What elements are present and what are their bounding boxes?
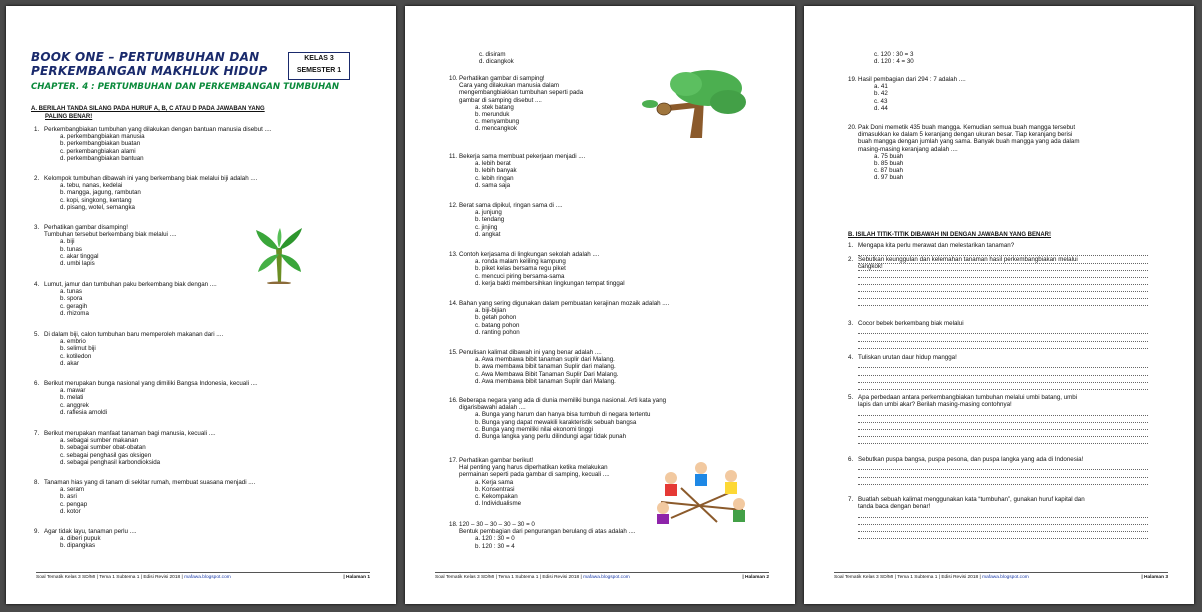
page-3 (804, 6, 1194, 604)
question-item (449, 202, 749, 238)
book-title: BOOK ONE – PERTUMBUHAN DAN PERKEMBANGAN MAKHLUK HIDUP (31, 50, 268, 78)
answer-option[interactable]: a. perkembangbiakan manusia (60, 133, 145, 141)
answer-option[interactable]: d. 120 : 4 = 30 (874, 58, 914, 66)
answer-line[interactable] (858, 518, 1148, 525)
answer-option[interactable]: a. 41 (874, 83, 888, 91)
question-text: Perhatikan gambar disamping! (44, 224, 128, 231)
answer-line[interactable] (858, 292, 1148, 299)
answer-line[interactable] (858, 423, 1148, 430)
question-number: 7. (34, 430, 40, 437)
answer-option[interactable]: b. awa membawa bibit tanaman Suplir dari malang. (475, 363, 616, 371)
answer-option[interactable]: d. sama saja (475, 181, 511, 189)
question-number: 6. (34, 380, 40, 387)
answer-option[interactable]: a. 120 : 30 = 0 (475, 535, 515, 543)
answer-option[interactable]: d. 97 buah (874, 174, 904, 182)
question-number: 11. (449, 153, 458, 160)
answer-option[interactable]: a. tebu, nanas, kedelai (60, 182, 123, 190)
answer-option[interactable]: a. seram (60, 486, 85, 494)
answer-option[interactable]: d. umbi lapis (60, 260, 95, 268)
question-text: dimasukkan ke dalam 5 keranjang dengan ukuran besar. Tiap keranjang berisi (858, 131, 1073, 139)
answer-option[interactable]: a. 75 buah (874, 152, 904, 160)
answer-option[interactable]: c. 120 : 30 = 3 (874, 51, 914, 58)
answer-option[interactable]: b. merunduk (475, 111, 510, 119)
blog-link[interactable]: mafawa.blogspot.com (982, 575, 1029, 580)
answer-option[interactable]: c. 43 (874, 97, 888, 105)
answer-line[interactable] (858, 532, 1148, 539)
blog-link[interactable]: mafawa.blogspot.com (583, 575, 630, 580)
question-number: 4. (848, 354, 854, 361)
answer-option[interactable]: d. angkat (475, 230, 501, 238)
question-text: Lumut, jamur dan tumbuhan paku berkembang biak dengan .... (44, 281, 217, 288)
question-number: 13. (449, 251, 458, 258)
question-text: Berat sama dipikul, ringan sama di .... (459, 202, 563, 209)
question-number: 1. (34, 126, 40, 133)
answer-option[interactable]: c. akar tinggal (60, 252, 99, 260)
page-footer: Soal Tematik Kelas 3 SD/MI | Tema 1 Subtema 1 | Edisi Revisi 2018 | mafawa.blogspot.com | Halaman 3 (834, 572, 1168, 580)
answer-option[interactable]: c. menyambung (475, 118, 520, 126)
question-text: Berikut merupakan manfaat tanaman bagi manusia, kecuali .... (44, 430, 216, 437)
answer-option[interactable]: a. Awa membawa bibit tanaman suplir dari Malang. (475, 356, 615, 364)
page-footer: Soal Tematik Kelas 3 SD/MI | Tema 1 Subtema 1 | Edisi Revisi 2018 | mafawa.blogspot.com | Halaman 1 (36, 572, 370, 580)
question-number: 16. (449, 397, 458, 404)
question-item (34, 281, 364, 317)
answer-option[interactable]: d. raflesia arnoldi (60, 408, 108, 416)
answer-line[interactable] (858, 285, 1148, 292)
question-item (34, 380, 364, 416)
answer-lines[interactable] (848, 270, 1148, 306)
question-number: 17. (449, 457, 458, 464)
answer-option[interactable]: a. tunas (60, 288, 83, 296)
answer-line[interactable] (858, 463, 1148, 470)
answer-option[interactable]: a. biji-bijian (475, 307, 506, 315)
question-item (449, 251, 749, 287)
question-number: 4. (34, 281, 40, 288)
page-2 (405, 6, 795, 604)
children-playing-icon (651, 458, 751, 526)
chapter-title: CHAPTER. 4 : PERTUMBUHAN DAN PERKEMBANGAN TUMBUHAN (31, 82, 340, 92)
question-number: 8. (34, 479, 40, 486)
answer-option[interactable]: c. disiram (479, 51, 506, 58)
question-item (34, 331, 364, 367)
answer-option[interactable]: b. getah pohon (475, 314, 517, 322)
question-text: digarisbawahi adalah .... (459, 404, 526, 412)
answer-option[interactable]: d. Individualisme (475, 500, 522, 508)
question-item (449, 153, 749, 189)
question-number: 3. (848, 320, 854, 327)
question-text: Tumbuhan tersebut berkembang biak melalui .... (44, 231, 177, 239)
question-text: Mengapa kita perlu merawat dan melestarikan tanaman? (858, 242, 1015, 249)
question-number: 3. (34, 224, 40, 231)
question-number: 5. (34, 331, 40, 338)
answer-line[interactable] (858, 334, 1148, 341)
question-text: Bekerja sama membuat pekerjaan menjadi .... (459, 153, 586, 160)
answer-line[interactable] (858, 430, 1148, 437)
question-item (848, 76, 1158, 112)
answer-option[interactable]: a. lebih berat (475, 160, 511, 168)
question-text: buah mangga dengan jumlah yang sama. Banyak buah mangga yang ada dalam (858, 138, 1080, 146)
answer-option[interactable]: d. akar (60, 359, 79, 367)
question-text: Pak Doni memetik 435 buah mangga. Kemudian semua buah mangga tersebut (858, 124, 1076, 131)
answer-lines[interactable] (848, 510, 1148, 539)
question-text: Kelompok tumbuhan dibawah ini yang berkembang biak melalui biji adalah .... (44, 175, 258, 182)
question-item (449, 397, 749, 440)
answer-option[interactable]: d. kotor (60, 507, 81, 515)
question-text: Sebutkan keunggulan dan kelemahan tanaman hasil perkembangbiakan melalui (858, 256, 1078, 263)
question-number: 10. (449, 75, 458, 82)
question-text: mengembangbiakkan tumbuhan seperti pada (459, 89, 584, 97)
question-number: 14. (449, 300, 458, 307)
answer-line[interactable] (858, 437, 1148, 444)
question-text: Di dalam biji, calon tumbuhan baru memperoleh makanan dari .... (44, 331, 224, 338)
question-text: Buatlah sebuah kalimat menggunakan kata “tumbuhan”, gunakan huruf kapital dan (858, 496, 1085, 503)
question-number: 2. (34, 175, 40, 182)
answer-option[interactable]: a. Kerja sama (475, 478, 514, 486)
answer-option[interactable]: b. tunas (60, 245, 83, 253)
answer-line[interactable] (858, 327, 1148, 334)
answer-option[interactable]: d. Bunga langka yang perlu dilindungi agar tidak punah (475, 433, 627, 441)
answer-option[interactable]: c. mencuci piring bersama-sama (475, 272, 565, 280)
question-text: Sebutkan puspa bangsa, puspa pesona, dan puspa langka yang ada di Indonesia! (858, 456, 1084, 463)
question-text: lapis dan umbi akar? Berilah masing-masing contohnya! (858, 401, 1012, 409)
answer-line[interactable] (858, 470, 1148, 477)
answer-line[interactable] (858, 478, 1148, 485)
answer-option[interactable]: d. ranting pohon (475, 328, 520, 336)
question-item (34, 528, 364, 550)
question-item (449, 349, 749, 385)
answer-option[interactable]: b. sebagai sumber obat-obatan (60, 444, 146, 452)
question-text: Berikut merupakan bunga nasional yang dimiliki Bangsa Indonesia, kecuali .... (44, 380, 258, 387)
question-number: 20. (848, 124, 857, 131)
question-number: 18. (449, 521, 458, 528)
page-1 (6, 6, 396, 604)
question-text: Tanaman hias yang di tanam di sekitar rumah, membuat suasana menjadi .... (44, 479, 256, 486)
question-text: Beberapa negara yang ada di dunia memiliki bunga nasional. Arti kata yang (459, 397, 667, 404)
answer-line[interactable] (858, 376, 1148, 383)
essay-item (848, 394, 1148, 444)
answer-option[interactable]: b. spora (60, 295, 83, 303)
essay-item (848, 320, 1148, 349)
essay-item (848, 354, 1148, 390)
answer-option[interactable]: a. sebagai sumber makanan (60, 437, 139, 445)
answer-option[interactable]: b. mangga, jagung, rambutan (60, 189, 141, 197)
answer-option[interactable]: a. stek batang (475, 103, 514, 111)
question-text: 120 – 30 – 30 – 30 – 30 = 0 (459, 521, 535, 528)
answer-option[interactable]: b. lebih banyak (475, 167, 517, 175)
answer-line[interactable] (858, 525, 1148, 532)
answer-option[interactable]: c. sebagai penghasil gas oksigen (60, 451, 152, 459)
essay-item (848, 256, 1148, 306)
question-text: gambar di samping disebut .... (459, 96, 542, 104)
tree-graft-icon (638, 68, 748, 138)
question-text: Hasil pembagian dari 294 : 7 adalah .... (858, 76, 966, 83)
answer-lines[interactable] (848, 361, 1148, 390)
question-text: Penulisan kalimat dibawah ini yang benar adalah .... (459, 349, 602, 356)
answer-option[interactable]: c. anggrek (60, 401, 89, 409)
answer-line[interactable] (858, 361, 1148, 368)
question-text: Perhatikan gambar di samping! (459, 75, 545, 82)
answer-option[interactable]: c. jinjing (475, 223, 498, 231)
answer-option[interactable]: d. pisang, wotel, semangka (60, 203, 135, 211)
question-number: 15. (449, 349, 458, 356)
answer-option[interactable]: d. kerja bakti membersihkan lingkungan tempat tinggal (475, 279, 625, 287)
question-text: Bahan yang sering digunakan dalam pembuatan kerajinan mozaik adalah .... (459, 300, 670, 307)
answer-option[interactable]: b. piket kelas bersama regu piket (475, 265, 566, 273)
answer-option[interactable]: c. batang pohon (475, 321, 520, 329)
answer-option[interactable]: b. Konsentrasi (475, 485, 515, 493)
question-item (34, 175, 364, 211)
answer-option[interactable]: c. geragih (60, 302, 88, 310)
answer-line[interactable] (858, 299, 1148, 306)
answer-option[interactable]: d. perkembangbiakan bantuan (60, 154, 144, 162)
answer-option[interactable]: b. asri (60, 493, 77, 501)
answer-line[interactable] (858, 368, 1148, 375)
answer-lines[interactable] (848, 463, 1148, 485)
section-b-heading: B. ISILAH TITIK-TITIK DIBAWAH INI DENGAN JAWABAN YANG BENAR! (848, 232, 1052, 238)
answer-option[interactable]: b. 120 : 30 = 4 (475, 542, 515, 550)
question-number: 2. (848, 256, 854, 263)
question-text: Agar tidak layu, tanaman perlu .... (44, 528, 137, 535)
question-text: Apa perbedaan antara perkembangbiakan tumbuhan melalui umbi batang, umbi (858, 394, 1078, 401)
answer-line[interactable] (858, 408, 1148, 415)
answer-option[interactable]: a. mawar (60, 387, 86, 395)
answer-option[interactable]: b. tendang (475, 216, 505, 224)
answer-line[interactable] (858, 510, 1148, 517)
answer-option[interactable]: d. rhizoma (60, 309, 89, 317)
answer-option[interactable]: a. junjung (475, 209, 502, 217)
answer-option[interactable]: c. kopi, singkong, kentang (60, 196, 132, 204)
answer-option[interactable]: b. melati (60, 394, 84, 402)
essay-item (848, 456, 1148, 485)
answer-option[interactable]: c. perkembangbiakan alami (60, 147, 136, 155)
answer-line[interactable] (858, 278, 1148, 285)
answer-line[interactable] (858, 383, 1148, 390)
answer-option[interactable]: d. 44 (874, 104, 888, 112)
answer-option[interactable]: c. Bunga yang memiliki nilai ekonomi tinggi (475, 425, 593, 433)
question-number: 12. (449, 202, 458, 209)
question-item (34, 224, 364, 267)
continued-options (848, 51, 1148, 65)
question-number: 1. (848, 242, 854, 249)
answer-option[interactable]: c. pengap (60, 500, 88, 508)
answer-option[interactable]: d. Awa membawa bibit tanaman Suplir dari Malang. (475, 377, 616, 385)
question-item (848, 124, 1158, 182)
answer-option[interactable]: c. Kekompakan (475, 493, 518, 501)
question-text: Cara yang dilakukan manusia dalam (459, 82, 560, 90)
answer-line[interactable] (858, 416, 1148, 423)
question-text: Perkembangbiakan tumbuhan yang dilakukan dengan bantuan manusia disebut .... (44, 126, 272, 133)
answer-option[interactable]: b. selimut biji (60, 345, 96, 353)
page-footer: Soal Tematik Kelas 3 SD/MI | Tema 1 Subtema 1 | Edisi Revisi 2018 | mafawa.blogspot.com | Halaman 2 (435, 572, 769, 580)
answer-option[interactable]: c. Awa Membawa Bibit Tanaman Suplir Dari Malang. (475, 370, 619, 378)
answer-option[interactable]: a. biji (60, 238, 75, 246)
question-item (34, 126, 364, 162)
continued-options (453, 51, 753, 65)
question-text: Perhatikan gambar berikut! (459, 457, 534, 464)
question-number: 9. (34, 528, 40, 535)
answer-option[interactable]: d. dicangkok (479, 58, 514, 66)
question-text: Cocor bebek berkembang biak melalui (858, 320, 964, 327)
banana-plant-icon (254, 228, 304, 284)
answer-option[interactable]: b. Bunga yang dapat mewakili karakteristik sebuah bangsa (475, 418, 637, 426)
answer-option[interactable]: a. Bunga yang harum dan hanya bisa tumbuh di negara tertentu (475, 411, 651, 419)
question-number: 7. (848, 496, 854, 503)
answer-option[interactable]: b. dipangkas (60, 542, 96, 550)
blog-link[interactable]: mafawa.blogspot.com (184, 575, 231, 580)
question-item (34, 479, 364, 515)
answer-option[interactable]: d. mencangkok (475, 125, 517, 133)
answer-option[interactable]: b. perkembangbiakan buatan (60, 140, 141, 148)
essay-item (848, 496, 1148, 539)
answer-option[interactable]: a. diberi pupuk (60, 535, 101, 543)
answer-lines[interactable] (848, 327, 1148, 349)
answer-line[interactable] (858, 342, 1148, 349)
question-text: tanda baca dengan benar! (858, 503, 931, 511)
question-item (449, 300, 749, 336)
answer-option[interactable]: c. lebih ringan (475, 174, 514, 182)
question-text: Hal penting yang harus diperhatikan ketika melakukan (459, 464, 608, 472)
question-text: Bentuk pembagian dari pengurangan berulang di atas adalah .... (459, 528, 636, 536)
answer-option[interactable]: a. embrio (60, 338, 86, 346)
question-number: 19. (848, 76, 857, 83)
answer-option[interactable]: d. sebagai penghasil karbondioksida (60, 458, 161, 466)
answer-option[interactable]: a. ronda malam keliling kampung (475, 258, 566, 266)
answer-option[interactable]: b. 85 buah (874, 160, 904, 168)
question-number: 5. (848, 394, 854, 401)
answer-option[interactable]: c. kotiledon (60, 352, 92, 360)
question-text: cangkok! (858, 263, 883, 271)
question-text: Tuliskan urutan daur hidup mangga! (858, 354, 957, 361)
question-text: Contoh kerjasama di lingkungan sekolah adalah .... (459, 251, 600, 258)
section-a-heading: A. BERILAH TANDA SILANG PADA HURUF A, B, C ATAU D PADA JAWABAN YANG PALING BENAR! (31, 106, 265, 120)
question-item (34, 430, 364, 466)
question-number: 6. (848, 456, 854, 463)
answer-option[interactable]: b. 42 (874, 90, 888, 98)
question-text: masing-masing keranjang adalah .... (858, 145, 958, 153)
answer-option[interactable]: c. 87 buah (874, 167, 903, 175)
answer-line[interactable] (858, 270, 1148, 277)
answer-lines[interactable] (848, 408, 1148, 444)
question-text: permainan seperti pada gambar di samping, kecuali .... (459, 471, 610, 479)
class-badge: KELAS 3 SEMESTER 1 (288, 52, 350, 80)
